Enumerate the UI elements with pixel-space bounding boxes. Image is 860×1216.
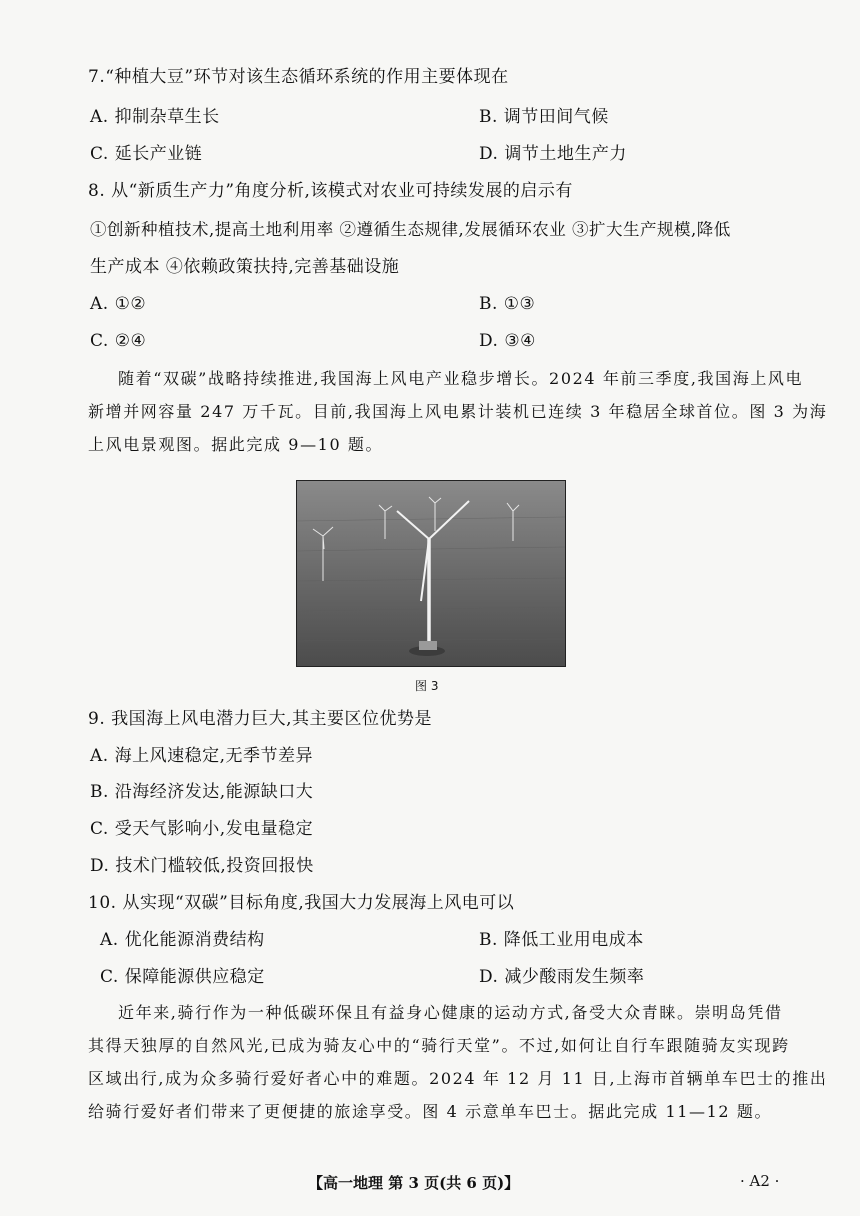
passage-line: 其得天独厚的自然风光,已成为骑友心中的“骑行天堂”。不过,如何让自行车跟随骑友实现跨 (88, 1036, 790, 1055)
question-7-option-a: A. 抑制杂草生长 (90, 107, 220, 127)
offshore-wind-photo (296, 480, 566, 667)
passage-line: 近年来,骑行作为一种低碳环保且有益身心健康的运动方式,备受大众青睐。崇明岛凭借 (118, 1003, 783, 1022)
page-footer: 【高一地理 第 3 页(共 6 页)】 (308, 1174, 520, 1192)
question-9-option-a: A. 海上风速稳定,无季节差异 (90, 746, 313, 766)
question-7-option-b: B. 调节田间气候 (479, 107, 609, 127)
question-7-option-d: D. 调节土地生产力 (479, 144, 627, 164)
question-8-option-d: D. ③④ (479, 331, 536, 351)
question-8-option-a: A. ①② (90, 294, 147, 314)
passage-bike-bus (88, 996, 828, 1128)
question-8-statements-line1: ①创新种植技术,提高土地利用率 ②遵循生态规律,发展循环农业 ③扩大生产规模,降低 (90, 220, 731, 239)
wind-farm-illustration (297, 481, 565, 666)
passage-line: 新增并网容量 247 万千瓦。目前,我国海上风电累计装机已连续 3 年稳居全球首位。图 3 为海 (88, 402, 828, 421)
question-8-stem: 8. 从“新质生产力”角度分析,该模式对农业可持续发展的启示有 (88, 181, 573, 201)
question-7-stem: 7.“种植大豆”环节对该生态循环系统的作用主要体现在 (88, 67, 509, 87)
question-7-option-c: C. 延长产业链 (90, 144, 203, 164)
question-10-option-b: B. 降低工业用电成本 (479, 930, 644, 950)
passage-line: 区域出行,成为众多骑行爱好者心中的难题。2024 年 12 月 11 日,上海市首辆单车巴士的推出 (88, 1069, 828, 1088)
passage-line: 给骑行爱好者们带来了更便捷的旅途享受。图 4 示意单车巴士。据此完成 11—12 题。 (88, 1102, 773, 1121)
question-8-statements-line2: 生产成本 ④依赖政策扶持,完善基础设施 (90, 257, 400, 277)
page-code: · A2 · (740, 1172, 780, 1190)
passage-line: 随着“双碳”战略持续推进,我国海上风电产业稳步增长。2024 年前三季度,我国海上风电 (118, 369, 804, 388)
figure-caption: 图 3 (415, 679, 439, 693)
question-10-option-c: C. 保障能源供应稳定 (100, 967, 265, 987)
question-8-option-c: C. ②④ (90, 331, 147, 351)
question-10-option-a: A. 优化能源消费结构 (100, 930, 265, 950)
question-9-stem: 9. 我国海上风电潜力巨大,其主要区位优势是 (88, 709, 433, 729)
question-10-stem: 10. 从实现“双碳”目标角度,我国大力发展海上风电可以 (88, 893, 515, 913)
passage-line: 上风电景观图。据此完成 9—10 题。 (88, 435, 384, 454)
question-9-option-c: C. 受天气影响小,发电量稳定 (90, 819, 314, 839)
question-9-option-d: D. 技术门槛较低,投资回报快 (90, 856, 314, 876)
question-10-option-d: D. 减少酸雨发生频率 (479, 967, 645, 987)
passage-offshore-wind (88, 362, 828, 461)
question-8-option-b: B. ①③ (479, 294, 536, 314)
question-9-option-b: B. 沿海经济发达,能源缺口大 (90, 782, 314, 802)
